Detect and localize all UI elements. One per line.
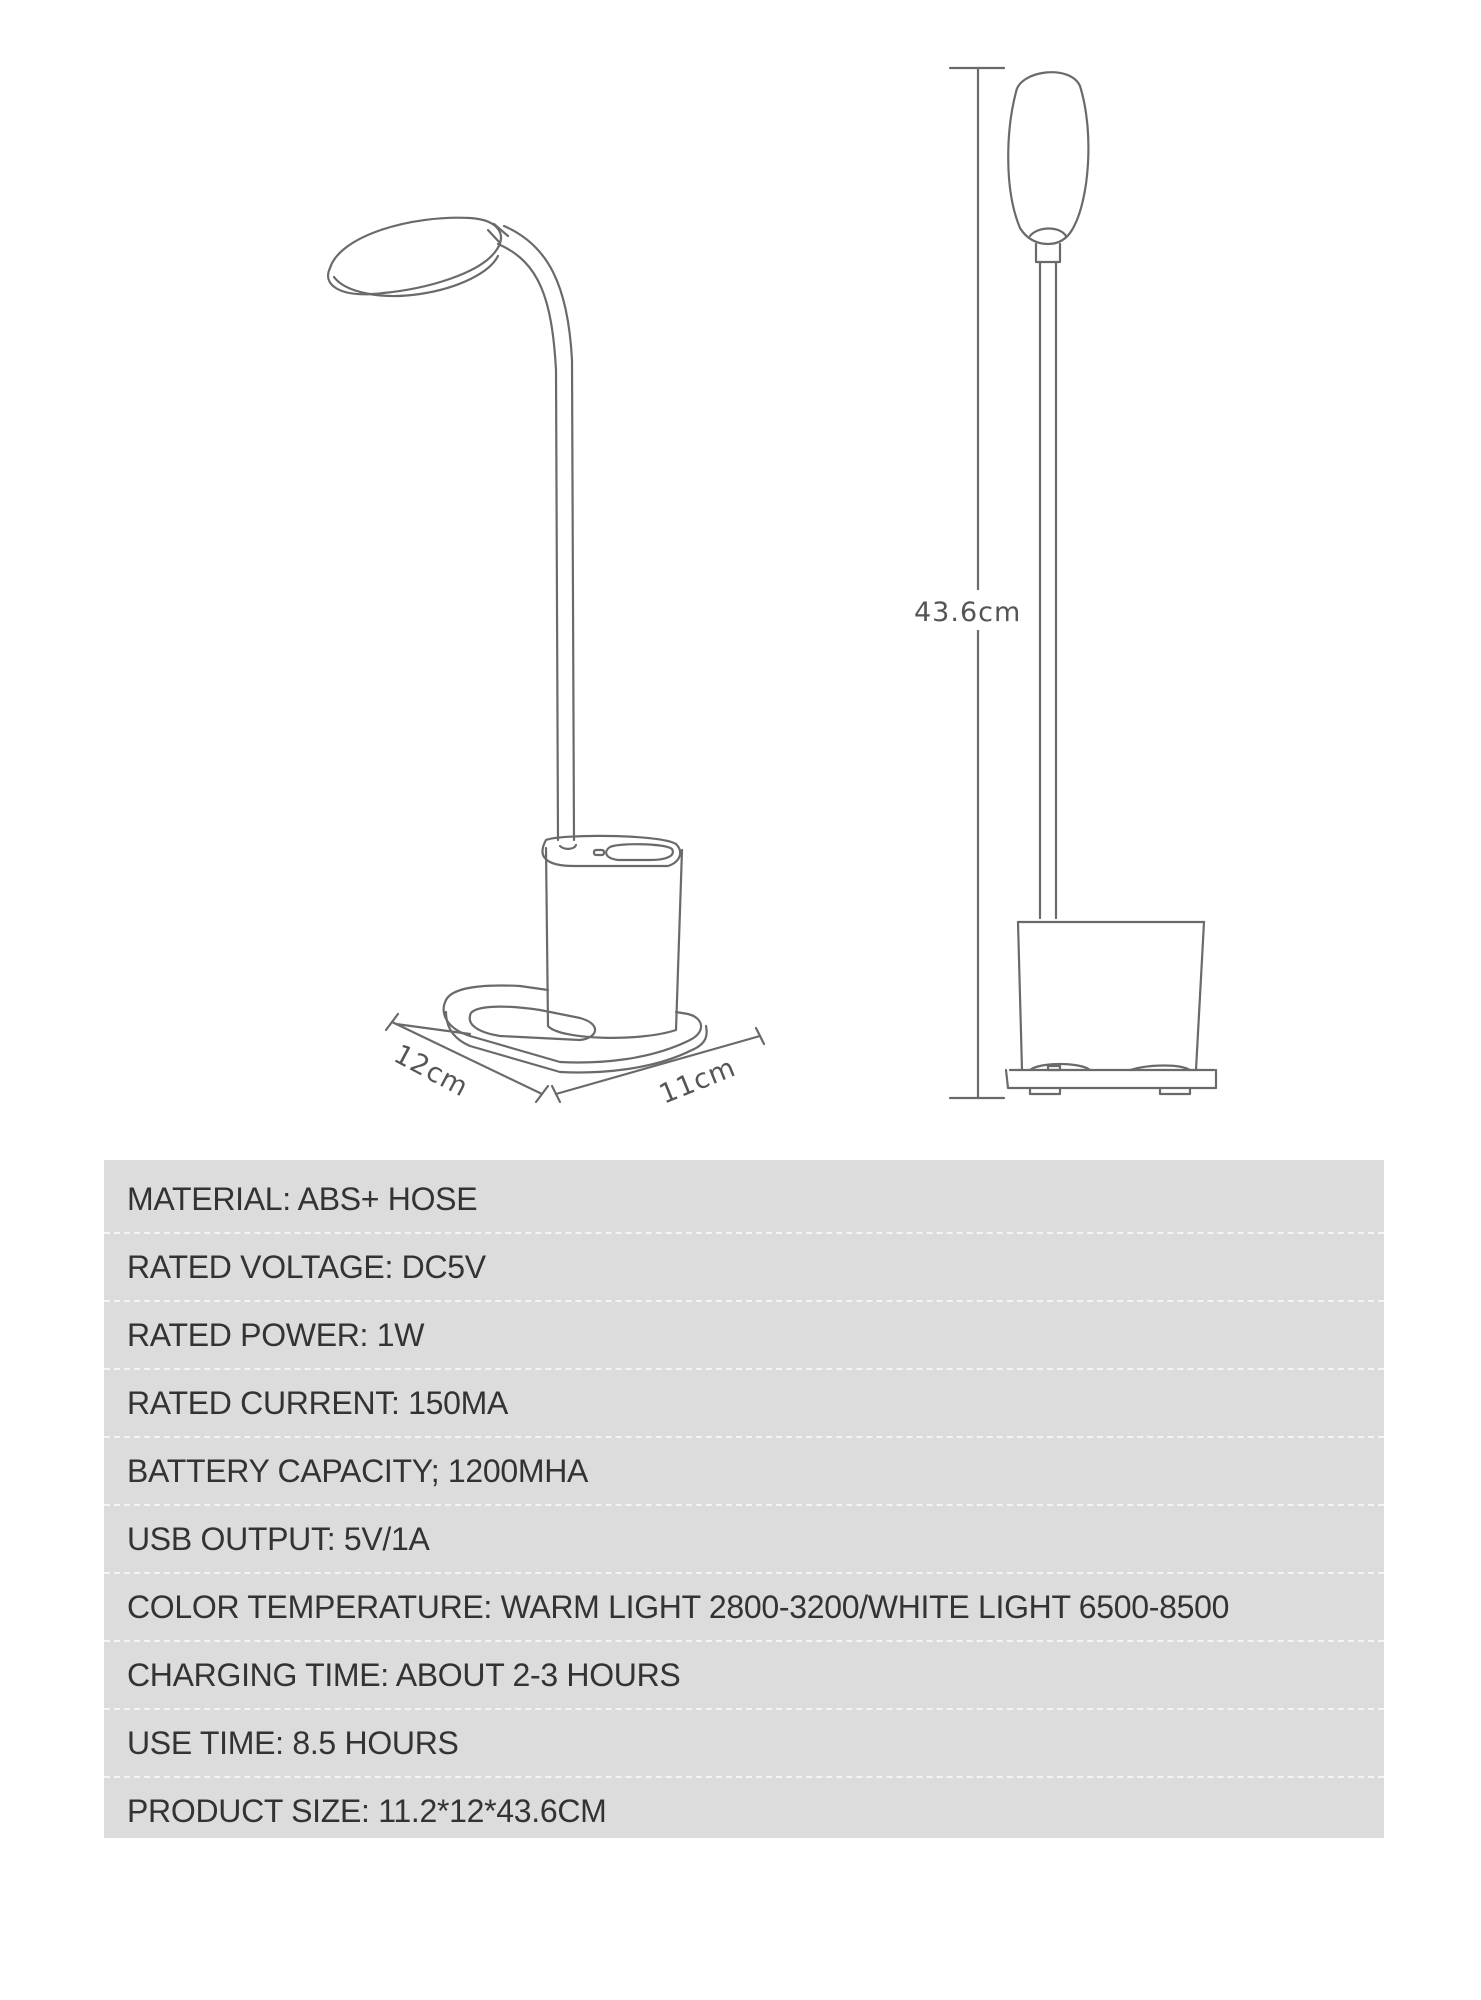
spec-row-rated-current: RATED CURRENT: 150MA [104, 1370, 1384, 1438]
spec-row-product-size: PRODUCT SIZE: 11.2*12*43.6CM [127, 1792, 607, 1829]
spec-row-charging-time: CHARGING TIME: ABOUT 2-3 HOURS [104, 1642, 1384, 1710]
lamp-side-view [950, 68, 1216, 1098]
spec-row-rated-voltage: RATED VOLTAGE: DC5V [104, 1234, 1384, 1302]
spec-row-usb-output: USB OUTPUT: 5V/1A [104, 1506, 1384, 1574]
depth-dimension-label: 11cm [655, 1051, 741, 1111]
height-dimension-label: 43.6cm [914, 597, 1022, 628]
lamp-perspective-view [328, 218, 764, 1102]
spec-row-color-temperature: COLOR TEMPERATURE: WARM LIGHT 2800-3200/WHITE LIGHT 6500-8500 [104, 1574, 1384, 1642]
width-dimension-label: 12cm [388, 1038, 474, 1104]
spec-row-use-time: USE TIME: 8.5 HOURS [104, 1710, 1384, 1778]
spec-row-rated-power: RATED POWER: 1W [104, 1302, 1384, 1370]
specification-table [104, 1160, 1384, 1838]
spec-row-material: MATERIAL: ABS+ HOSE [104, 1166, 1384, 1234]
spec-row-battery-capacity: BATTERY CAPACITY; 1200MHA [104, 1438, 1384, 1506]
